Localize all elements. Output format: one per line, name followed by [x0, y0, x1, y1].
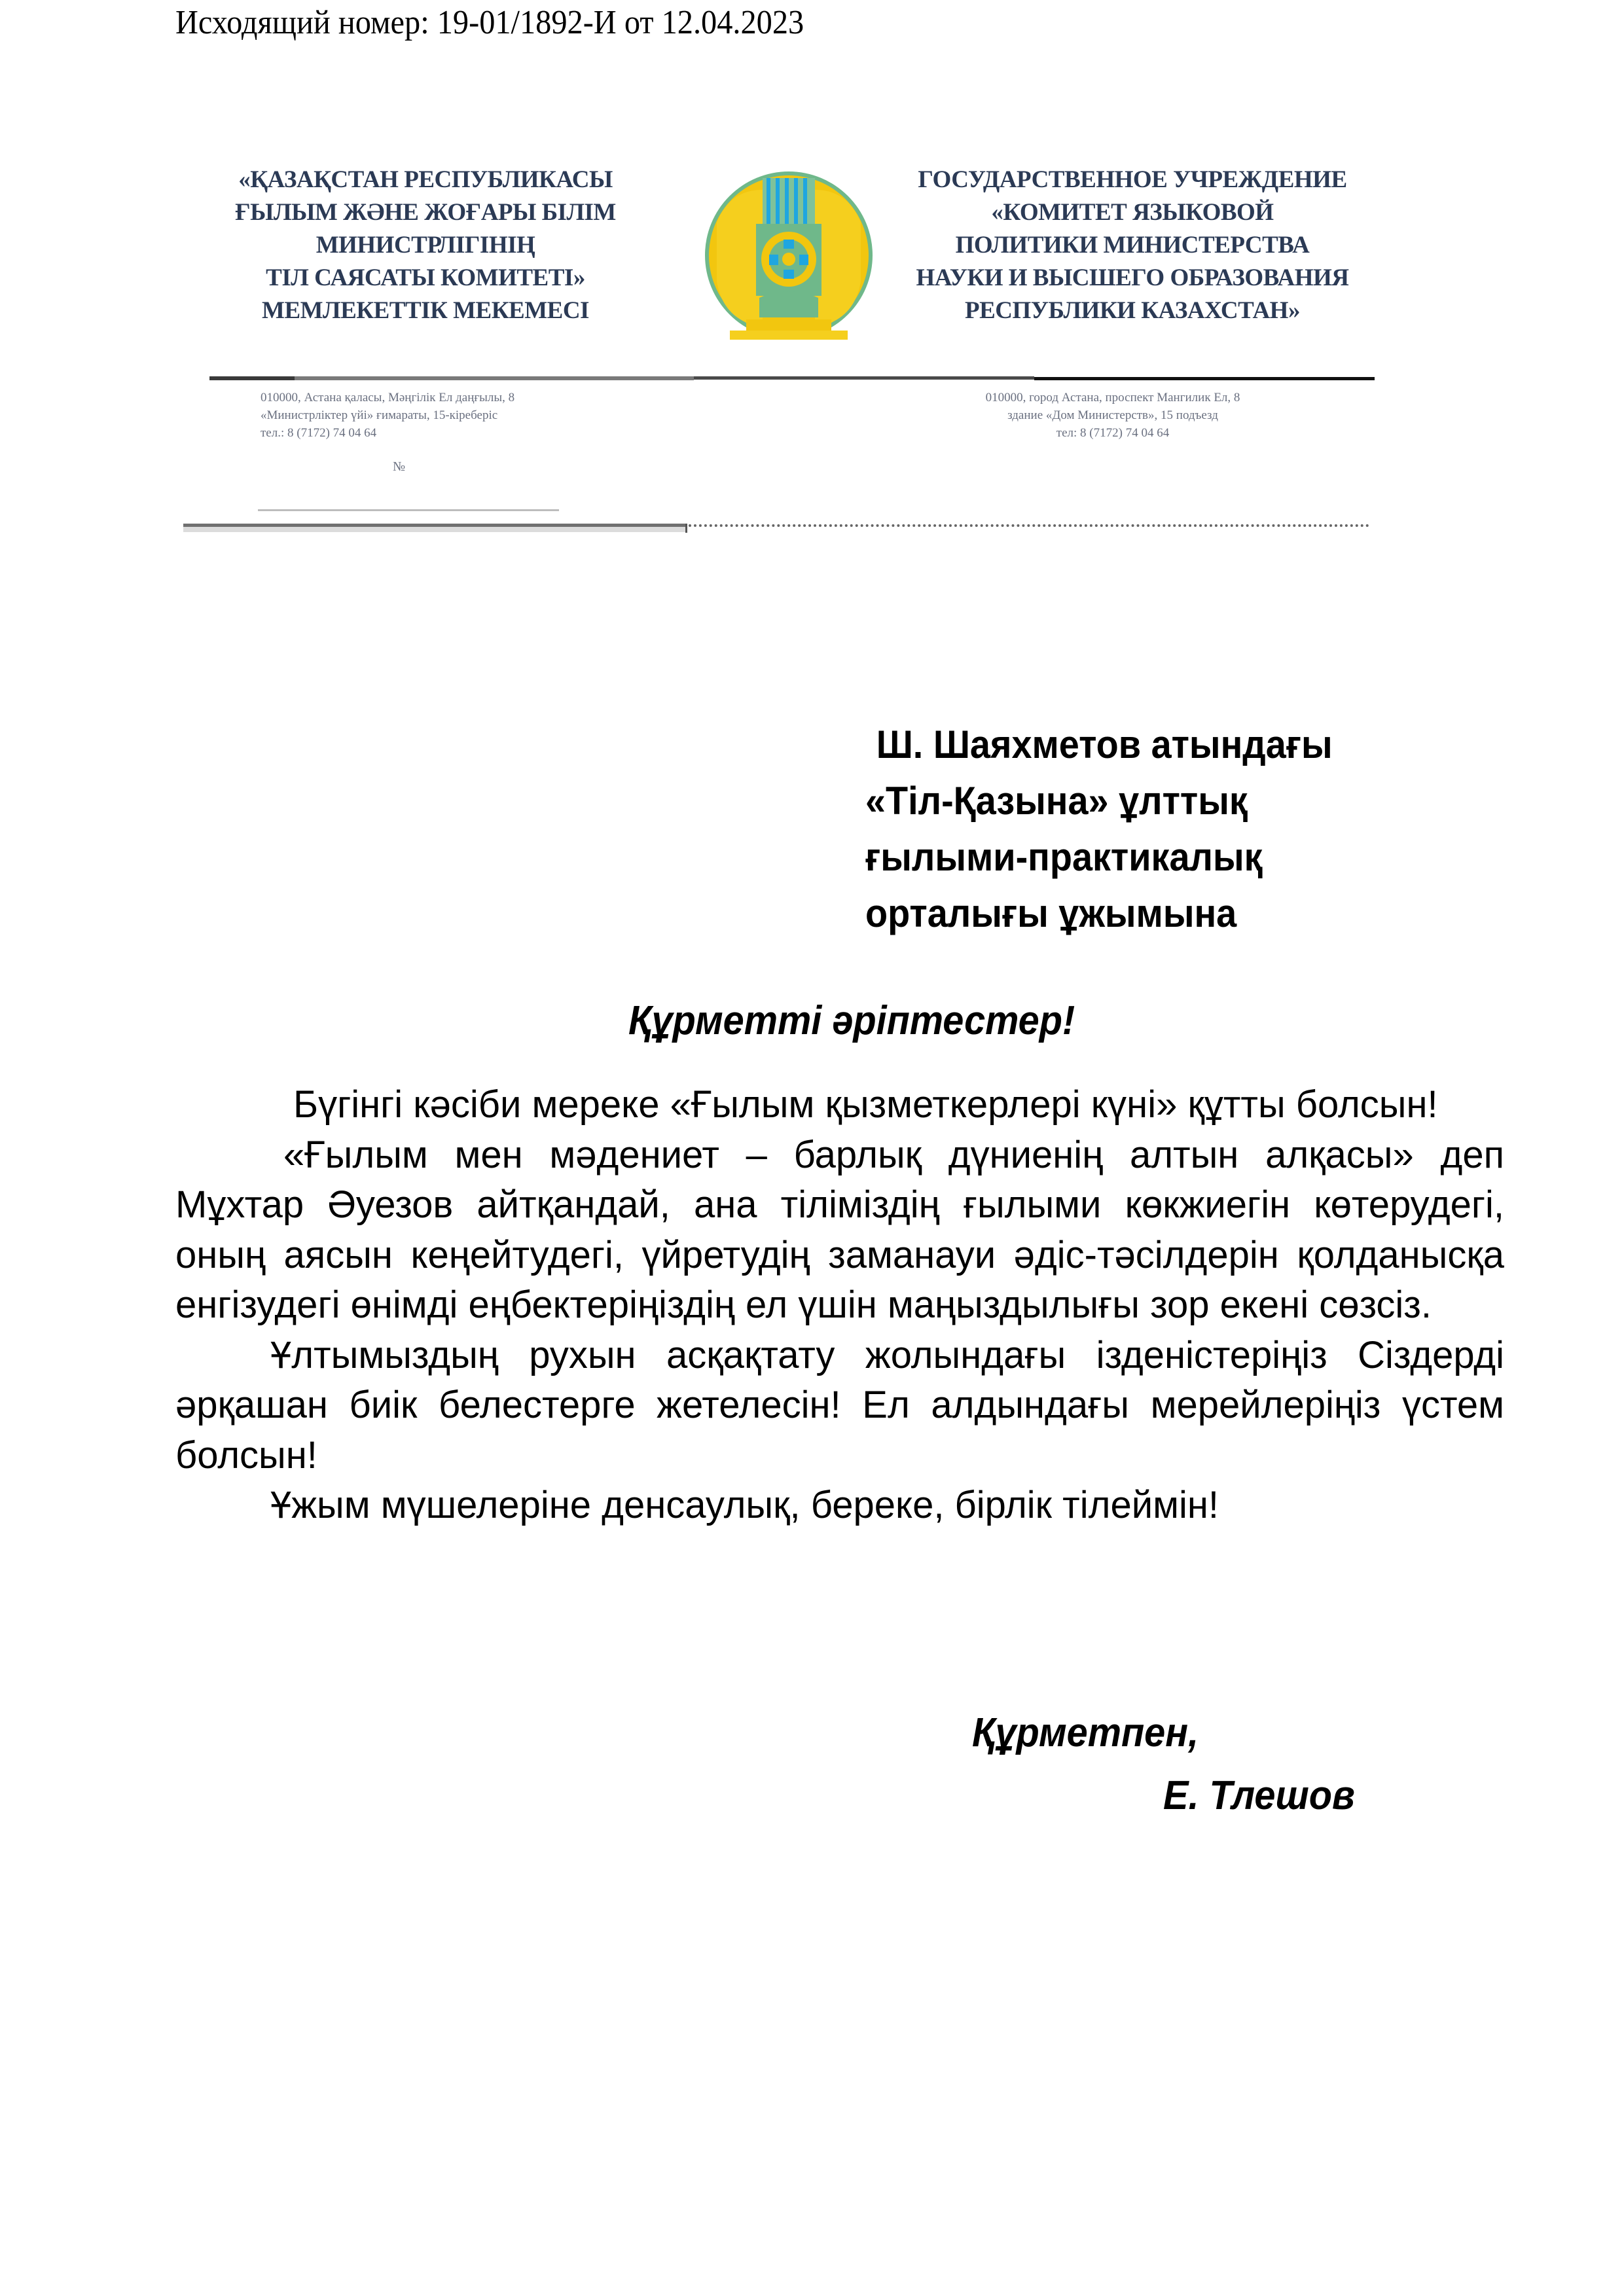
org-ru-line: ГОСУДАРСТВЕННОЕ УЧРЕЖДЕНИЕ	[918, 166, 1347, 193]
addressee-block	[865, 717, 1333, 942]
org-ru-line: «КОМИТЕТ ЯЗЫКОВОЙ	[991, 199, 1274, 226]
address-ru-line: тел: 8 (7172) 74 04 64	[1056, 426, 1170, 440]
closing-phrase: Құрметпен,	[972, 1710, 1199, 1755]
org-kz-line: МИНИСТРЛІГІНІҢ	[316, 232, 535, 259]
body-paragraph: Бүгінгі кәсіби мереке «Ғылым қызметкерлері күні» құтты болсын!	[293, 1083, 1438, 1126]
registration-number-label: №	[393, 459, 406, 474]
letterhead-divider-middle	[694, 376, 1034, 380]
registration-number-field	[258, 509, 559, 511]
letterhead-bottom-dotted-rule	[689, 524, 1369, 527]
emblem-base	[759, 291, 818, 317]
emblem-graphic	[691, 164, 887, 353]
org-ru-line: РЕСПУБЛИКИ КАЗАХСТАН»	[965, 297, 1300, 324]
address-kz-line: тел.: 8 (7172) 74 04 64	[261, 426, 377, 440]
org-kz-line: «ҚАЗАҚСТАН РЕСПУБЛИКАСЫ	[238, 166, 613, 193]
letter-body	[175, 1080, 1504, 1531]
address-block-kz	[261, 389, 514, 442]
letterhead-divider-right	[1034, 377, 1375, 380]
body-paragraph: Ұжым мүшелеріне денсаулық, береке, бірлік тілеймін!	[270, 1484, 1219, 1526]
addressee-line: ғылыми-практикалық	[865, 835, 1263, 879]
org-kz-line: МЕМЛЕКЕТТІК МЕКЕМЕСІ	[262, 297, 589, 324]
addressee-line: Ш. Шаяхметов атындағы	[876, 723, 1333, 766]
org-kz-line: ҒЫЛЫМ ЖӘНЕ ЖОҒАРЫ БІЛІМ	[235, 199, 616, 226]
letterhead-bottom-rule-shade	[183, 527, 687, 532]
signer-name: Е. Тлешов	[1163, 1773, 1355, 1818]
address-kz-line: 010000, Астана қаласы, Мәңгілік Ел даңғылы, 8	[261, 391, 515, 404]
addressee-line: «Тіл-Қазына» ұлттық	[865, 779, 1248, 823]
address-ru-line: здание «Дом Министерств», 15 подъезд	[1007, 408, 1218, 422]
org-ru-line: ПОЛИТИКИ МИНИСТЕРСТВА	[955, 232, 1310, 259]
state-emblem-icon	[691, 164, 887, 353]
address-kz-line: «Министрліктер үйі» ғимараты, 15-кіреберіс	[261, 408, 498, 422]
body-paragraph: «Ғылым мен мәдениет – барлық дүниенің алтын алқасы» деп Мұхтар Әуезов айтқандай, ана тіліміздің ғылыми көкжиегін көтерудегі, оның аясын кеңейтудегі, үйретудің заманауи әдіс-тәсілдерін қолданысқа енгізудегі өнімді еңбектеріңіздің ел үшін маңыздылығы зор екені сөзсіз.	[175, 1133, 1504, 1326]
letterhead-divider-accent	[209, 376, 295, 380]
body-paragraph: Ұлтымыздың рухын асқақтату жолындағы ізденістеріңіз Сіздерді әрқашан биік белестерге жетелесін! Ел алдындағы мерейлеріңіз үстем болсын!	[175, 1333, 1504, 1477]
letterhead-org-name-ru	[871, 164, 1394, 327]
org-kz-line: ТІЛ САЯСАТЫ КОМИТЕТІ»	[266, 264, 585, 291]
outgoing-reference-number: Исходящий номер: 19-01/1892-И от 12.04.2023	[175, 4, 804, 41]
emblem-sun-rays	[763, 178, 815, 224]
addressee-line: орталығы ұжымына	[865, 891, 1237, 935]
org-ru-line: НАУКИ И ВЫСШЕГО ОБРАЗОВАНИЯ	[916, 264, 1349, 291]
address-block-ru	[929, 389, 1296, 442]
address-ru-line: 010000, город Астана, проспект Мангилик Ел, 8	[985, 391, 1240, 404]
letterhead-bottom-rule-tick	[685, 524, 687, 533]
letterhead-org-name-kz	[196, 164, 655, 327]
salutation: Құрметті әріптестер!	[628, 998, 1075, 1043]
